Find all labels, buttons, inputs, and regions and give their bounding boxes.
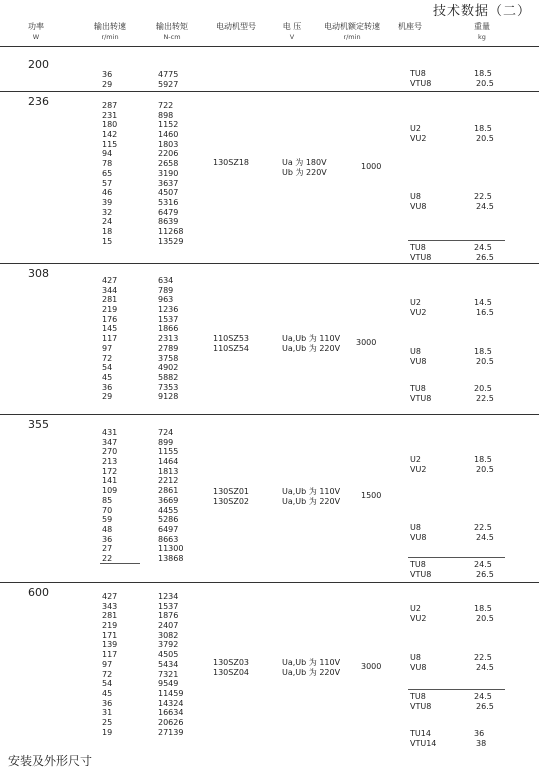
torque-value: 1876 xyxy=(158,611,179,621)
voltage-value: Ua,Ub 为 220V xyxy=(282,668,341,677)
torque-value: 3758 xyxy=(158,353,179,363)
motor-model: 130SZ03 xyxy=(213,658,250,667)
header-unit: r/min xyxy=(101,33,119,41)
voltage-value: Ua,Ub 为 110V xyxy=(282,487,341,496)
frame-code: VU8 xyxy=(410,533,427,542)
weight-value: 26.5 xyxy=(476,702,494,711)
speed-value: 45 xyxy=(102,372,113,382)
torque-value: 963 xyxy=(158,295,174,305)
motor-model: 130SZ01 xyxy=(213,487,250,496)
weight-value: 20.5 xyxy=(476,465,494,474)
torque-value: 2206 xyxy=(158,149,179,159)
torque-value: 5882 xyxy=(158,372,179,382)
torque-value: 11268 xyxy=(158,226,184,236)
power-value: 200 xyxy=(28,58,49,71)
frame-code: VU8 xyxy=(410,357,427,366)
speed-value: 24 xyxy=(102,217,113,227)
power-value: 355 xyxy=(28,418,49,431)
divider xyxy=(408,557,505,558)
torque-value: 9549 xyxy=(158,679,179,689)
header-label: 电动机额定转速 xyxy=(324,22,380,31)
torque-column xyxy=(158,428,183,564)
speed-column xyxy=(102,592,117,737)
frame-code: TU14 xyxy=(410,729,431,738)
header-cell xyxy=(452,22,512,42)
divider xyxy=(408,240,505,241)
speed-value: 142 xyxy=(102,130,118,140)
torque-value: 3792 xyxy=(158,640,179,650)
torque-column xyxy=(158,592,183,737)
power-value: 308 xyxy=(28,267,49,280)
speed-value: 19 xyxy=(102,727,113,737)
speed-value: 65 xyxy=(102,168,113,178)
section-rule xyxy=(0,263,539,264)
motor-model: 130SZ18 xyxy=(213,158,250,167)
frame-code: VTU8 xyxy=(410,79,432,88)
speed-column xyxy=(102,428,117,564)
frame-code: TU8 xyxy=(410,692,426,701)
speed-value: 427 xyxy=(102,592,118,601)
page-title: 技术数据（二） xyxy=(432,4,531,19)
voltage-value: Ua,Ub 为 220V xyxy=(282,344,341,353)
motor-model: 130SZ04 xyxy=(213,668,250,677)
rated-speed: 1000 xyxy=(361,162,382,171)
speed-column xyxy=(102,276,117,402)
voltage-value: Ua,Ub 为 110V xyxy=(282,334,341,343)
weight-value: 24.5 xyxy=(476,533,494,542)
torque-value: 5434 xyxy=(158,659,179,669)
torque-value: 2861 xyxy=(158,486,179,496)
speed-value: 141 xyxy=(102,476,118,486)
torque-value: 20626 xyxy=(158,717,184,727)
speed-column xyxy=(102,70,112,89)
header-label: 电动机型号 xyxy=(216,22,256,31)
header-unit: N-cm xyxy=(163,33,181,41)
weight-value: 20.5 xyxy=(476,134,494,143)
speed-value: 180 xyxy=(102,120,118,130)
header-cell xyxy=(142,22,202,42)
frame-code: TU8 xyxy=(410,69,426,78)
weight-value: 22.5 xyxy=(474,192,492,201)
torque-value: 4455 xyxy=(158,505,179,515)
weight-value: 20.5 xyxy=(476,614,494,623)
header-label: 功率 xyxy=(28,22,44,31)
weight-value: 18.5 xyxy=(474,124,492,133)
frame-code: TU8 xyxy=(410,243,426,252)
weight-value: 24.5 xyxy=(476,663,494,672)
torque-value: 1234 xyxy=(158,592,179,601)
speed-value: 18 xyxy=(102,226,113,236)
speed-value: 25 xyxy=(102,717,113,727)
speed-value: 270 xyxy=(102,447,118,457)
rated-speed: 3000 xyxy=(361,662,382,671)
frame-code: VU2 xyxy=(410,308,427,317)
torque-value: 1236 xyxy=(158,305,179,315)
weight-value: 38 xyxy=(476,739,487,748)
frame-code: VTU14 xyxy=(410,739,437,748)
weight-value: 14.5 xyxy=(474,298,492,307)
header-unit: kg xyxy=(478,33,486,41)
weight-value: 36 xyxy=(474,729,485,738)
speed-value: 344 xyxy=(102,285,118,295)
speed-value: 36 xyxy=(102,534,113,544)
speed-value: 109 xyxy=(102,486,118,496)
frame-code: U2 xyxy=(410,455,421,464)
header-cell xyxy=(322,22,382,42)
voltage-value: Ua 为 180V xyxy=(282,158,327,167)
speed-value: 54 xyxy=(102,679,113,689)
frame-code: VTU8 xyxy=(410,702,432,711)
speed-value: 117 xyxy=(102,334,118,344)
power-value: 600 xyxy=(28,586,49,599)
speed-value: 48 xyxy=(102,524,113,534)
torque-value: 3637 xyxy=(158,178,179,188)
torque-value: 5286 xyxy=(158,515,179,525)
speed-value: 27 xyxy=(102,544,113,554)
speed-value: 59 xyxy=(102,515,113,525)
torque-value: 1460 xyxy=(158,130,179,140)
frame-code: TU8 xyxy=(410,384,426,393)
frame-code: U8 xyxy=(410,347,421,356)
frame-code: U2 xyxy=(410,604,421,613)
divider xyxy=(408,689,505,690)
weight-value: 24.5 xyxy=(474,692,492,701)
header-rule xyxy=(0,46,539,47)
torque-value: 898 xyxy=(158,110,174,120)
speed-value: 70 xyxy=(102,505,113,515)
frame-code: VTU8 xyxy=(410,570,432,579)
speed-value: 171 xyxy=(102,630,118,640)
torque-value: 1803 xyxy=(158,139,179,149)
frame-code: U8 xyxy=(410,192,421,201)
frame-code: VU2 xyxy=(410,614,427,623)
header-label: 输出转速 xyxy=(94,22,126,31)
torque-value: 5927 xyxy=(158,79,179,89)
header-unit: V xyxy=(289,33,295,41)
header-cell xyxy=(262,22,322,42)
speed-value: 29 xyxy=(102,392,113,402)
torque-value: 13868 xyxy=(158,553,184,563)
torque-value: 4775 xyxy=(158,70,179,79)
frame-code: VU2 xyxy=(410,465,427,474)
torque-value: 4902 xyxy=(158,363,179,373)
speed-value: 287 xyxy=(102,101,118,110)
torque-value: 13529 xyxy=(158,236,184,246)
frame-code: U2 xyxy=(410,298,421,307)
torque-value: 3669 xyxy=(158,495,179,505)
frame-code: VU8 xyxy=(410,663,427,672)
frame-code: TU8 xyxy=(410,560,426,569)
torque-value: 1866 xyxy=(158,324,179,334)
weight-value: 22.5 xyxy=(474,523,492,532)
weight-value: 18.5 xyxy=(474,347,492,356)
voltage-value: Ua,Ub 为 220V xyxy=(282,497,341,506)
rated-speed: 1500 xyxy=(361,491,382,500)
speed-value: 31 xyxy=(102,708,113,718)
speed-value: 281 xyxy=(102,611,118,621)
torque-value: 27139 xyxy=(158,727,184,737)
header-label: 输出转矩 xyxy=(156,22,188,31)
speed-value: 72 xyxy=(102,669,113,679)
voltage-value: Ub 为 220V xyxy=(282,168,327,177)
torque-value: 1155 xyxy=(158,447,179,457)
torque-value: 2313 xyxy=(158,334,179,344)
speed-value: 145 xyxy=(102,324,118,334)
torque-value: 1537 xyxy=(158,601,179,611)
speed-value: 281 xyxy=(102,295,118,305)
speed-value: 32 xyxy=(102,207,113,217)
weight-value: 24.5 xyxy=(476,202,494,211)
header-cell xyxy=(380,22,440,32)
speed-value: 36 xyxy=(102,698,113,708)
torque-value: 2658 xyxy=(158,159,179,169)
speed-value: 57 xyxy=(102,178,113,188)
header-cell xyxy=(206,22,266,32)
frame-code: U8 xyxy=(410,523,421,532)
frame-code: U8 xyxy=(410,653,421,662)
speed-value: 172 xyxy=(102,466,118,476)
speed-value: 176 xyxy=(102,314,118,324)
weight-value: 24.5 xyxy=(474,560,492,569)
speed-column xyxy=(102,101,117,246)
speed-value: 213 xyxy=(102,457,118,467)
speed-value: 29 xyxy=(102,79,113,89)
speed-value: 139 xyxy=(102,640,118,650)
speed-value: 427 xyxy=(102,276,118,285)
power-value: 236 xyxy=(28,95,49,108)
torque-value: 4505 xyxy=(158,650,179,660)
weight-value: 22.5 xyxy=(474,653,492,662)
speed-value: 117 xyxy=(102,650,118,660)
speed-value: 36 xyxy=(102,70,113,79)
torque-value: 6479 xyxy=(158,207,179,217)
torque-value: 722 xyxy=(158,101,174,110)
weight-value: 16.5 xyxy=(476,308,494,317)
speed-value: 45 xyxy=(102,688,113,698)
speed-value: 94 xyxy=(102,149,113,159)
speed-value: 219 xyxy=(102,305,118,315)
torque-value: 3190 xyxy=(158,168,179,178)
torque-value: 4507 xyxy=(158,188,179,198)
torque-value: 7353 xyxy=(158,382,179,392)
motor-model: 130SZ02 xyxy=(213,497,250,506)
torque-value: 14324 xyxy=(158,698,184,708)
torque-value: 1152 xyxy=(158,120,179,130)
torque-value: 11459 xyxy=(158,688,184,698)
torque-value: 8663 xyxy=(158,534,179,544)
weight-value: 20.5 xyxy=(476,79,494,88)
frame-code: VU2 xyxy=(410,134,427,143)
torque-value: 634 xyxy=(158,276,174,285)
speed-value: 39 xyxy=(102,197,113,207)
speed-value: 72 xyxy=(102,353,113,363)
speed-value: 115 xyxy=(102,139,118,149)
torque-value: 899 xyxy=(158,437,174,447)
weight-value: 18.5 xyxy=(474,69,492,78)
torque-value: 11300 xyxy=(158,544,184,554)
weight-value: 24.5 xyxy=(474,243,492,252)
section-rule xyxy=(0,582,539,583)
torque-column xyxy=(158,101,183,246)
header-label: 机座号 xyxy=(398,22,422,31)
weight-value: 26.5 xyxy=(476,253,494,262)
frame-code: VTU8 xyxy=(410,394,432,403)
header-label: 重量 xyxy=(474,22,490,31)
header-cell xyxy=(6,22,66,42)
speed-value: 54 xyxy=(102,363,113,373)
speed-value: 343 xyxy=(102,601,118,611)
torque-value: 5316 xyxy=(158,197,179,207)
speed-value: 347 xyxy=(102,437,118,447)
speed-value: 15 xyxy=(102,236,113,246)
torque-value: 3082 xyxy=(158,630,179,640)
speed-value: 97 xyxy=(102,343,113,353)
weight-value: 26.5 xyxy=(476,570,494,579)
speed-value: 97 xyxy=(102,659,113,669)
speed-value: 22 xyxy=(102,553,113,563)
torque-value: 724 xyxy=(158,428,174,437)
torque-value: 16634 xyxy=(158,708,184,718)
torque-value: 2789 xyxy=(158,343,179,353)
header-unit: W xyxy=(32,33,40,41)
motor-model: 110SZ54 xyxy=(213,344,250,353)
speed-value: 36 xyxy=(102,382,113,392)
weight-value: 20.5 xyxy=(476,357,494,366)
section-rule xyxy=(0,414,539,415)
frame-code: VTU8 xyxy=(410,253,432,262)
section-rule xyxy=(0,91,539,92)
torque-value: 789 xyxy=(158,285,174,295)
divider xyxy=(100,563,140,564)
weight-value: 18.5 xyxy=(474,455,492,464)
voltage-value: Ua,Ub 为 110V xyxy=(282,658,341,667)
frame-code: U2 xyxy=(410,124,421,133)
torque-column xyxy=(158,70,178,89)
frame-code: VU8 xyxy=(410,202,427,211)
weight-value: 20.5 xyxy=(474,384,492,393)
weight-value: 22.5 xyxy=(476,394,494,403)
speed-value: 46 xyxy=(102,188,113,198)
torque-value: 2407 xyxy=(158,621,179,631)
torque-value: 7321 xyxy=(158,669,179,679)
torque-column xyxy=(158,276,178,402)
speed-value: 231 xyxy=(102,110,118,120)
torque-value: 9128 xyxy=(158,392,179,402)
torque-value: 8639 xyxy=(158,217,179,227)
speed-value: 78 xyxy=(102,159,113,169)
footer-heading: 安装及外形尺寸 xyxy=(8,754,93,768)
header-cell xyxy=(80,22,140,42)
header-label: 电 压 xyxy=(282,22,302,31)
torque-value: 1464 xyxy=(158,457,179,467)
speed-value: 219 xyxy=(102,621,118,631)
torque-value: 2212 xyxy=(158,476,179,486)
speed-value: 431 xyxy=(102,428,118,437)
motor-model: 110SZ53 xyxy=(213,334,250,343)
torque-value: 1537 xyxy=(158,314,179,324)
weight-value: 18.5 xyxy=(474,604,492,613)
speed-value: 85 xyxy=(102,495,113,505)
torque-value: 6497 xyxy=(158,524,179,534)
torque-value: 1813 xyxy=(158,466,179,476)
rated-speed: 3000 xyxy=(356,338,377,347)
header-unit: r/min xyxy=(343,33,361,41)
